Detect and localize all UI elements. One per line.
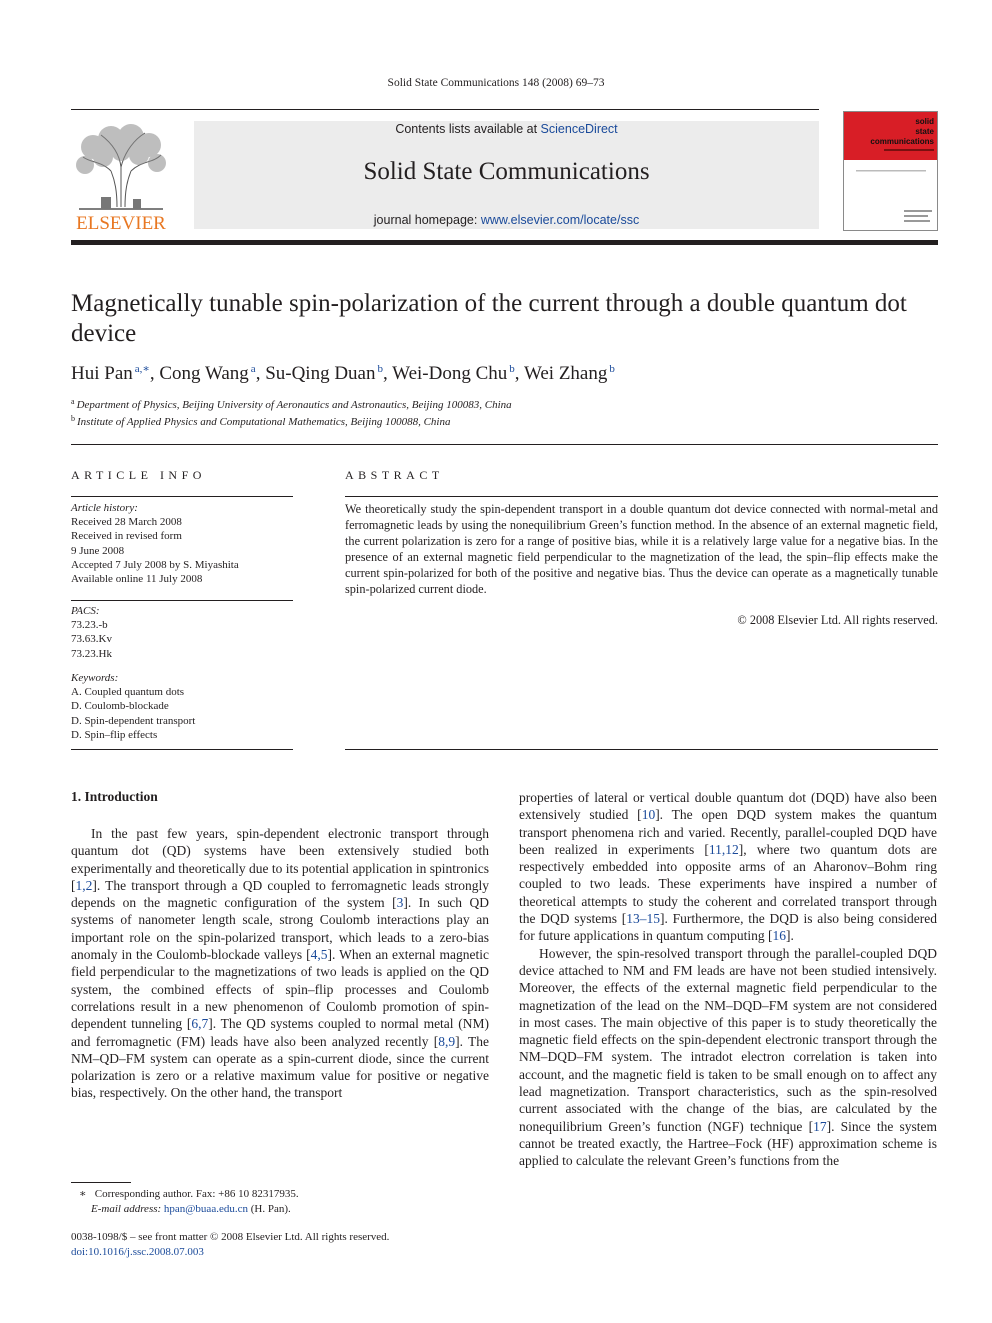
author-affiliation-marker[interactable]: a,∗ — [134, 363, 150, 375]
keyword-item: A. Coupled quantum dots — [71, 686, 185, 699]
article-info-heading: ARTICLE INFO — [71, 468, 206, 482]
keywords — [71, 671, 293, 742]
paragraph — [519, 945, 937, 1170]
pacs-item: 73.23.Hk — [71, 647, 112, 660]
article-history — [71, 501, 293, 586]
homepage-prefix: journal homepage: — [373, 213, 481, 227]
publisher-name: ELSEVIER — [76, 213, 166, 233]
citation-link[interactable]: 10 — [641, 807, 656, 823]
paragraph-text: ]. The transport through a QD coupled to ferromagnetic leads strongly depends on the magnetic configuration of the system [ — [71, 877, 489, 911]
pacs-codes — [71, 604, 293, 661]
footnote-divider — [71, 1182, 131, 1183]
paragraph-text: In the past few years, spin-dependent electronic transport through quantum dot (QD) systems have been extensively studied both experimentally and theoretically due to its potential application in spintronics [ — [71, 826, 490, 893]
history-item: Available online 11 July 2008 — [71, 573, 203, 586]
paragraph-text: properties of lateral or vertical double quantum dot (DQD) have also been extensively studied [ — [519, 790, 937, 823]
paragraph — [71, 825, 489, 1102]
section-divider — [71, 444, 938, 445]
contents-prefix: Contents lists available at — [395, 122, 541, 136]
paragraph-text: ]. Furthermore, the DQD is also being considered for future applications in quantum computing [ — [519, 911, 937, 944]
keyword-item: D. Coulomb-blockade — [71, 700, 169, 713]
affiliation-text: Department of Physics, Beijing University of Aeronautics and Astronautics, Beijing 100083, China — [76, 399, 512, 411]
paragraph-text: ]. The NM–QD–FM system can operate as a spin-current diode, since the current polarization is zero or a relative maximum value for positive or negative bias, respectively. On the other hand, the transport — [71, 1033, 489, 1101]
history-item: Received 28 March 2008 — [71, 516, 182, 529]
affiliation-label: a — [71, 397, 75, 406]
paragraph-text: ]. The open DQD system makes the quantum transport phenomena rich and varied. Recently, parallel-coupled DQD have been realized in experiments [ — [519, 807, 937, 857]
journal-cover-thumbnail — [843, 111, 938, 231]
email-label: E-mail address: — [91, 1203, 164, 1215]
author-affiliation-marker[interactable]: b — [377, 363, 383, 375]
citation-link[interactable]: 1,2 — [75, 877, 93, 893]
journal-name: Solid State Communications — [363, 158, 650, 185]
citation-link[interactable]: 6,7 — [191, 1016, 209, 1032]
pacs-list — [71, 618, 293, 661]
author-separator: , — [383, 363, 393, 384]
paragraph-text: ], where two quantum dots are respectively embedded into opposite arms of an Aharonov–Bohm ring coupled to two leads. These experiments have inspired a number of theoretical attempts to study the coherent and correlated transport through the DQD systems [ — [519, 841, 937, 927]
contents-availability — [194, 122, 819, 136]
affiliation-a — [71, 397, 512, 411]
history-label: Article history: — [71, 502, 138, 514]
author-affiliation-marker[interactable]: b — [509, 363, 515, 375]
author-name: Wei Zhang — [523, 363, 608, 384]
doi-link[interactable]: doi:10.1016/j.ssc.2008.07.003 — [71, 1246, 204, 1258]
journal-reference: Solid State Communications 148 (2008) 69–73 — [387, 77, 605, 89]
author-separator: , — [149, 363, 160, 384]
citation-link[interactable]: 4,5 — [310, 947, 328, 963]
cover-title-3: communications — [870, 137, 934, 146]
pacs-label: PACS: — [71, 605, 100, 617]
info-divider — [71, 496, 293, 497]
citation-link[interactable]: 13–15 — [626, 911, 661, 927]
history-item: Received in revised form — [71, 530, 182, 543]
affiliation-b — [71, 414, 450, 428]
citation-link[interactable]: 11,12 — [708, 841, 739, 857]
body-column-left — [71, 825, 489, 1102]
elsevier-logo — [71, 121, 171, 233]
history-list — [71, 515, 293, 586]
footnote-text: Corresponding author. Fax: +86 10 82317935. — [94, 1188, 299, 1200]
citation-link[interactable]: 8,9 — [438, 1033, 456, 1049]
corresponding-author-footnote — [71, 1187, 491, 1217]
header-divider — [71, 109, 819, 110]
elsevier-tree-icon — [71, 121, 171, 233]
footnote-line — [71, 1187, 491, 1202]
paragraph-text: ]. Since the system cannot be treated exactly, the Hartree–Fock (HF) approximation scheme is applied to calculate the relevant Green’s functions from the — [519, 1118, 937, 1169]
section-heading-introduction: 1. Introduction — [71, 789, 158, 804]
author-affiliation-marker[interactable]: b — [609, 363, 615, 375]
author-list — [71, 362, 941, 385]
front-matter — [71, 1230, 491, 1260]
citation-link[interactable]: 3 — [396, 895, 404, 911]
cover-title-1: solid — [915, 117, 934, 126]
paragraph-text: However, the spin-resolved transport through the parallel-coupled DQD device attached to NM and FM leads are have not been studied intensively. Moreover, the effects of the external magnetic field perpendicular to the magnetization of the lead on the NM–DQD–FM system are not considered in most cases. The main objective of this paper is to study theoretically the magnetic field effects on the spin-dependent electronic transport through the NM–DQD–FM system. The intradot electron correlation is taken into account, and the magnetic field is taken to be small enough on to affect any lead magnetization. Transport characteristics, such as the spin-resolved current associated with the change of the bias, are calculated by the nonequilibrium Green’s function (NGF) technique [ — [519, 945, 937, 1134]
history-item: Accepted 7 July 2008 by S. Miyashita — [71, 558, 239, 571]
keyword-item: D. Spin-dependent transport — [71, 714, 196, 727]
author-name: Cong Wang — [159, 363, 249, 384]
author-name: Wei-Dong Chu — [392, 363, 508, 384]
citation-link[interactable]: 16 — [772, 928, 786, 944]
author-separator: , — [255, 363, 266, 384]
sciencedirect-link[interactable]: ScienceDirect — [540, 122, 618, 136]
keyword-item: D. Spin–flip effects — [71, 728, 158, 741]
affiliation-label: b — [71, 414, 75, 423]
header-thick-rule — [71, 240, 938, 245]
journal-homepage — [194, 213, 819, 227]
email-link[interactable]: hpan@buaa.edu.cn — [163, 1203, 248, 1215]
affiliation-text: Institute of Applied Physics and Computational Mathematics, Beijing 100088, China — [77, 416, 451, 428]
homepage-link[interactable]: www.elsevier.com/locate/ssc — [480, 213, 640, 227]
copyright-notice: © 2008 Elsevier Ltd. All rights reserved. — [737, 613, 938, 627]
author-name: Hui Pan — [71, 363, 133, 384]
paragraph-text: ]. When an external magnetic field perpendicular to the magnetizations of two leads is applied on the QD system, the combined effects of spin–flip processes and Coulomb correlations result in a new phenomenon of Coulomb promotion of spin-dependent tunneling [ — [71, 947, 489, 1032]
info-divider — [71, 749, 293, 750]
paragraph — [519, 789, 937, 945]
email-suffix: (H. Pan). — [247, 1203, 291, 1215]
footnote-marker: ∗ — [79, 1188, 87, 1200]
pacs-item: 73.23.-b — [71, 619, 108, 632]
journal-cover-icon — [844, 112, 937, 230]
citation-link[interactable]: 17 — [813, 1118, 827, 1134]
keywords-list — [71, 685, 293, 742]
article-title: Magnetically tunable spin-polarization of the current through a double quantum dot device — [71, 290, 907, 347]
abstract-text: We theoretically study the spin-dependent transport in a double quantum dot device connected with normal-metal and ferromagnetic leads by using the nonequilibrium Green’s function method. In the absence of an external magnetic field, the current polarization is zero for a range of positive bias, while it is a relatively large value for a negative bias. In the presence of an external magnetic field perpendicular to the magnetization of the lead, the spin–flip effects make the current spin-polarized for both of the positive and negative bias. Thus the device can operate as a magnetically tunable spin-polarized current diode. — [345, 502, 938, 596]
paragraph-text: ]. In such QD systems of nanometer length scale, strong Coulomb interactions play an important role on the spin-polarized transport, which leads to a zero-bias anomaly in the Coulomb-blockade valleys [ — [71, 895, 489, 963]
abstract-heading: ABSTRACT — [345, 468, 444, 482]
keywords-label: Keywords: — [71, 672, 119, 684]
history-item: 9 June 2008 — [71, 544, 125, 557]
paragraph-text: ]. — [785, 928, 794, 944]
abstract-divider — [345, 496, 938, 497]
paragraph-text: ]. The QD systems coupled to normal metal (NM) and ferromagnetic (FM) leads have also been analyzed recently [ — [71, 1016, 490, 1049]
body-column-right — [519, 789, 937, 1170]
author-separator: , — [514, 363, 524, 384]
issn-line: 0038-1098/$ – see front matter © 2008 Elsevier Ltd. All rights reserved. — [71, 1231, 390, 1243]
author-name: Su-Qing Duan — [265, 363, 376, 384]
email-line — [71, 1202, 491, 1217]
info-divider — [71, 600, 293, 601]
abstract-divider — [345, 749, 938, 750]
pacs-item: 73.63.Kv — [71, 633, 112, 646]
author-affiliation-marker[interactable]: a — [250, 363, 256, 375]
cover-title-2: state — [915, 127, 934, 136]
